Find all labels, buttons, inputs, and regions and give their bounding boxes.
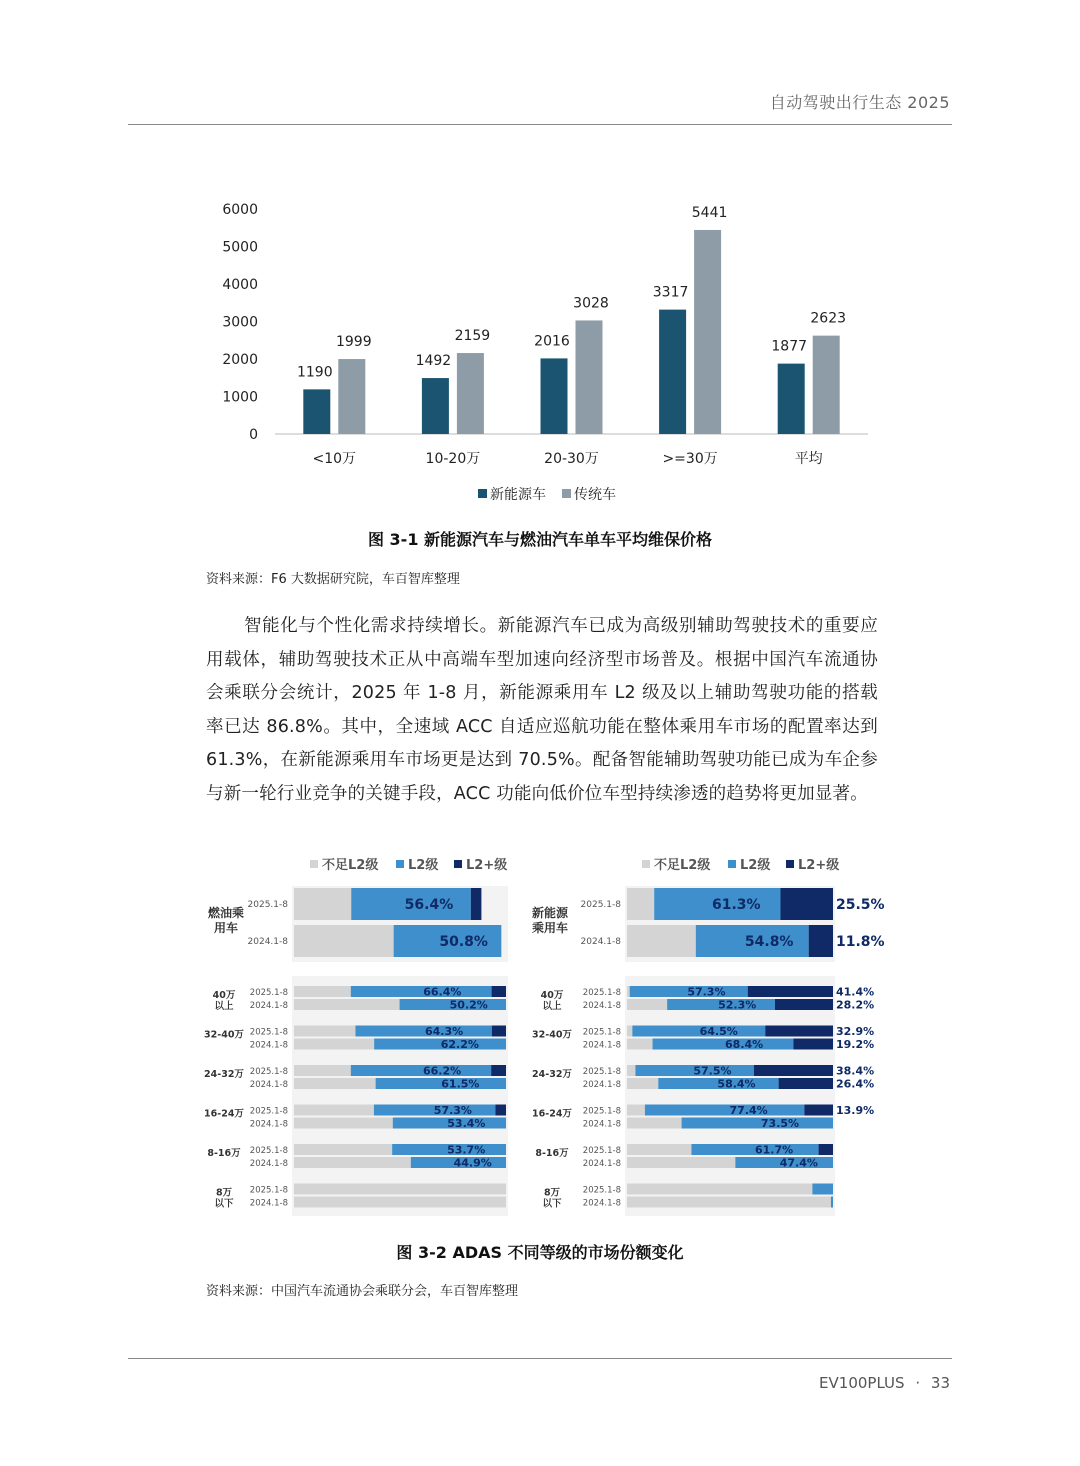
bar-value-label: 1492	[415, 353, 452, 370]
bar-value-label: 2159	[454, 328, 491, 345]
stack-segment-l2plus	[809, 925, 833, 957]
stack-segment-l2plus	[765, 1026, 833, 1037]
legend-swatch	[310, 860, 318, 868]
panel-title: 乘用车	[531, 921, 569, 935]
bar-nev	[422, 378, 449, 434]
period-label: 2024.1-8	[247, 937, 288, 947]
stack-segment-l2plus	[491, 1065, 506, 1076]
price-segment-label: 32-40万	[204, 1029, 244, 1041]
stack-segment-l2plus	[775, 999, 833, 1010]
period-label: 2024.1-8	[580, 937, 621, 947]
stack-segment-below-l2	[294, 1157, 411, 1168]
period-label: 2024.1-8	[249, 1080, 288, 1090]
figure1-source: 资料来源：F6 大数据研究院，车百智库整理	[206, 572, 460, 587]
price-segment-label: 16-24万	[532, 1108, 572, 1120]
stack-segment-below-l2	[627, 1197, 831, 1208]
stack-segment-l2	[351, 1065, 491, 1076]
footer-rule	[128, 1358, 952, 1359]
legend-swatch	[478, 489, 487, 498]
period-label: 2024.1-8	[582, 1040, 621, 1051]
stack-segment-below-l2	[294, 1197, 506, 1208]
body-paragraph: 智能化与个性化需求持续增长。新能源汽车已成为高级别辅助驾驶技术的重要应用载体，辅助驾驶技术正从中高端车型加速向经济型市场普及。根据中国汽车流通协会乘联分会统计，2025 年 1-8 月，新能源乘用车 L2 级及以上辅助驾驶功能的搭载率已达 86.8%。其中，全速域 ACC 自适应巡航功能在整体乘用车市场的配置率达到 61.3%，在新能源乘用车市场更是达到 70.5%。配备智能辅助驾驶功能已成为车企参与新一轮行业竞争的关键手段，ACC 功能向低价位车型持续渗透的趋势将更加显著。	[206, 616, 879, 804]
stack-segment-below-l2	[294, 986, 351, 997]
x-tick-label: 平均	[794, 451, 823, 467]
segment-panel-bg	[292, 976, 508, 1216]
price-segment-label: 以下	[542, 1198, 562, 1210]
footer-separator: ·	[915, 1374, 921, 1392]
l2plus-share-label: 32.9%	[836, 1024, 875, 1038]
bar-nev	[659, 310, 686, 434]
l2-share-label: 44.9%	[453, 1156, 492, 1170]
l2-share-label: 56.4%	[404, 897, 454, 914]
stack-segment-below-l2	[627, 1065, 635, 1076]
legend-swatch	[396, 860, 404, 868]
l2-share-label: 57.3%	[687, 985, 726, 999]
stack-segment-l2	[831, 1197, 833, 1208]
y-tick-label: 4000	[222, 277, 258, 293]
period-label: 2025.1-8	[249, 1106, 288, 1117]
legend-label: L2+级	[466, 858, 508, 873]
stack-segment-below-l2	[627, 888, 654, 920]
period-label: 2025.1-8	[582, 1146, 621, 1156]
adas-share-charts	[0, 850, 1080, 1230]
l2-share-label: 61.7%	[755, 1143, 794, 1157]
header-rule	[128, 124, 952, 125]
y-tick-label: 1000	[222, 389, 258, 406]
period-label: 2024.1-8	[249, 1159, 288, 1169]
stack-segment-l2plus	[492, 986, 506, 997]
bar-ice	[813, 336, 840, 434]
l2-share-label: 54.8%	[744, 934, 794, 951]
legend-label: L2级	[740, 858, 771, 873]
legend-label: 新能源车	[490, 487, 546, 503]
y-tick-label: 2000	[222, 352, 258, 368]
bar-value-label: 1999	[335, 334, 372, 351]
period-label: 2024.1-8	[582, 1080, 621, 1090]
l2-share-label: 52.3%	[718, 998, 757, 1012]
page-footer	[819, 1374, 950, 1392]
stack-segment-l2	[682, 1118, 833, 1129]
y-tick-label: 3000	[222, 314, 258, 331]
y-tick-label: 5000	[222, 239, 258, 256]
period-label: 2024.1-8	[582, 1119, 621, 1130]
y-tick-label: 0	[249, 427, 258, 443]
l2-share-label: 64.5%	[699, 1024, 738, 1038]
stack-segment-below-l2	[294, 1078, 376, 1089]
figure2-source: 资料来源：中国汽车流通协会乘联分会，车百智库整理	[206, 1284, 519, 1299]
stack-segment-below-l2	[627, 1026, 632, 1037]
period-label: 2024.1-8	[249, 1040, 288, 1051]
bar-ice	[694, 230, 721, 434]
stack-segment-l2plus	[754, 1065, 833, 1076]
legend-label: L2级	[408, 858, 439, 873]
stack-segment-l2plus	[748, 986, 833, 997]
l2-share-label: 61.3%	[711, 897, 761, 914]
l2-share-label: 47.4%	[779, 1156, 818, 1170]
price-segment-label: 16-24万	[204, 1108, 244, 1120]
stack-segment-below-l2	[627, 986, 630, 997]
period-label: 2024.1-8	[249, 1119, 288, 1130]
panel-title: 燃油乘	[207, 906, 245, 920]
legend-label: 传统车	[574, 487, 616, 503]
stack-segment-below-l2	[294, 925, 394, 957]
period-label: 2025.1-8	[582, 1027, 621, 1038]
stack-segment-l2plus	[495, 1105, 506, 1116]
period-label: 2025.1-8	[249, 1185, 288, 1196]
stack-segment-l2plus	[793, 1039, 833, 1050]
l2plus-share-label: 41.4%	[836, 985, 875, 999]
l2-share-label: 58.4%	[717, 1077, 756, 1091]
bar-nev	[778, 364, 805, 434]
maintenance-price-bar-chart	[0, 180, 1080, 480]
legend-label: 不足L2级	[322, 858, 379, 873]
stack-segment-l2plus	[471, 888, 482, 920]
stack-segment-below-l2	[627, 1118, 682, 1129]
stack-segment-below-l2	[294, 1039, 374, 1050]
l2-share-label: 57.3%	[433, 1103, 472, 1117]
period-label: 2025.1-8	[249, 1027, 288, 1038]
legend-swatch	[454, 860, 462, 868]
stack-segment-below-l2	[627, 1039, 653, 1050]
bar-ice	[338, 359, 365, 434]
panel-title: 新能源	[531, 906, 569, 920]
l2-share-label: 73.5%	[760, 1116, 800, 1130]
l2plus-share-label: 25.5%	[836, 897, 885, 914]
price-segment-label: 24-32万	[532, 1069, 572, 1080]
price-segment-label: 8万	[215, 1187, 233, 1199]
bar-value-label: 2016	[534, 333, 570, 350]
l2plus-share-label: 38.4%	[836, 1064, 875, 1078]
stack-segment-below-l2	[627, 1157, 735, 1168]
figure1-caption: 图 3-1 新能源汽车与燃油汽车单车平均维保价格	[367, 530, 713, 549]
bar-value-label: 2623	[810, 310, 847, 327]
bar-chart-legend	[0, 481, 1080, 509]
bar-value-label: 3028	[573, 295, 609, 312]
l2-share-label: 66.2%	[422, 1064, 462, 1078]
period-label: 2025.1-8	[249, 1067, 288, 1077]
l2-share-label: 50.8%	[439, 934, 488, 951]
stack-segment-below-l2	[627, 1105, 645, 1116]
stack-segment-l2	[812, 1184, 833, 1195]
price-segment-label: 32-40万	[532, 1029, 572, 1041]
stack-segment-l2plus	[492, 1026, 506, 1037]
l2-share-label: 53.7%	[447, 1143, 486, 1157]
header-title: 自动驾驶出行生态 2025	[769, 93, 950, 112]
price-segment-label: 以上	[542, 1001, 562, 1012]
l2plus-share-label: 19.2%	[836, 1037, 875, 1051]
price-segment-label: 24-32万	[204, 1069, 244, 1080]
bar-value-label: 1877	[771, 338, 808, 355]
stack-segment-below-l2	[294, 888, 351, 920]
stack-segment-below-l2	[627, 1184, 812, 1195]
price-segment-label: 40万	[540, 990, 564, 1001]
l2plus-share-label: 11.8%	[836, 934, 885, 951]
l2plus-share-label: 28.2%	[836, 998, 875, 1012]
price-segment-label: 以下	[214, 1198, 234, 1210]
bar-nev	[541, 358, 568, 434]
x-tick-label: <10万	[312, 451, 357, 467]
stack-segment-l2	[653, 1039, 794, 1050]
stack-segment-l2	[351, 986, 492, 997]
period-label: 2025.1-8	[249, 988, 288, 998]
stack-segment-below-l2	[294, 1144, 392, 1155]
l2-share-label: 68.4%	[725, 1037, 764, 1051]
legend-label: 不足L2级	[654, 858, 711, 873]
l2-share-label: 77.4%	[729, 1103, 768, 1117]
l2-share-label: 61.5%	[441, 1077, 480, 1091]
period-label: 2025.1-8	[247, 900, 288, 910]
l2plus-share-label: 26.4%	[836, 1077, 875, 1091]
stack-segment-l2plus	[780, 888, 833, 920]
l2-share-label: 50.2%	[449, 998, 488, 1012]
period-label: 2024.1-8	[582, 1159, 621, 1169]
bar-value-label: 1190	[296, 364, 333, 381]
price-segment-label: 以上	[214, 1001, 234, 1012]
stack-segment-below-l2	[294, 1184, 506, 1195]
period-label: 2025.1-8	[249, 1146, 288, 1156]
x-tick-label: 10-20万	[425, 451, 481, 467]
l2-share-label: 62.2%	[440, 1037, 479, 1051]
figure2-caption: 图 3-2 ADAS 不同等级的市场份额变化	[396, 1243, 684, 1262]
stack-segment-below-l2	[294, 1026, 355, 1037]
stack-segment-l2plus	[819, 1144, 833, 1155]
footer-brand: EV100PLUS	[819, 1374, 905, 1392]
stack-segment-below-l2	[627, 1144, 691, 1155]
stack-segment-below-l2	[294, 1065, 351, 1076]
bar-value-label: 5441	[691, 204, 728, 221]
bar-value-label: 3317	[652, 284, 689, 301]
price-segment-label: 40万	[212, 990, 236, 1001]
bar-ice	[576, 320, 603, 434]
stack-segment-l2	[645, 1105, 804, 1116]
period-label: 2024.1-8	[582, 1001, 621, 1011]
stack-segment-below-l2	[627, 1078, 658, 1089]
stack-segment-l2	[355, 1026, 491, 1037]
period-label: 2025.1-8	[582, 1106, 621, 1117]
stack-segment-l2plus	[779, 1078, 833, 1089]
l2-share-label: 66.4%	[423, 985, 462, 999]
period-label: 2025.1-8	[580, 900, 621, 910]
y-tick-label: 6000	[222, 202, 258, 218]
bar-nev	[303, 389, 330, 434]
price-segment-label: 8-16万	[207, 1148, 241, 1159]
stack-segment-below-l2	[294, 999, 400, 1010]
price-segment-label: 8万	[543, 1187, 561, 1199]
l2plus-share-label: 13.9%	[836, 1103, 875, 1117]
stack-segment-below-l2	[627, 999, 667, 1010]
period-label: 2025.1-8	[582, 988, 621, 998]
x-tick-label: >=30万	[662, 451, 718, 467]
panel-title: 用车	[213, 921, 239, 935]
stack-segment-below-l2	[627, 925, 696, 957]
stack-segment-below-l2	[294, 1105, 374, 1116]
legend-label: L2+级	[798, 858, 840, 873]
period-label: 2024.1-8	[249, 1198, 288, 1209]
period-label: 2025.1-8	[582, 1185, 621, 1196]
l2-share-label: 64.3%	[424, 1024, 464, 1038]
legend-swatch	[562, 489, 571, 498]
stack-segment-l2plus	[804, 1105, 833, 1116]
l2-share-label: 53.4%	[447, 1116, 486, 1130]
period-label: 2024.1-8	[582, 1198, 621, 1209]
stack-segment-below-l2	[294, 1118, 393, 1129]
price-segment-label: 8-16万	[535, 1148, 569, 1159]
period-label: 2025.1-8	[582, 1067, 621, 1077]
legend-swatch	[642, 860, 650, 868]
x-tick-label: 20-30万	[544, 451, 599, 467]
segment-panel-bg	[625, 976, 835, 1216]
page-number: 33	[930, 1374, 950, 1392]
l2-share-label: 57.5%	[693, 1064, 732, 1078]
bar-ice	[457, 353, 484, 434]
legend-swatch	[786, 860, 794, 868]
legend-swatch	[728, 860, 736, 868]
period-label: 2024.1-8	[249, 1001, 288, 1011]
